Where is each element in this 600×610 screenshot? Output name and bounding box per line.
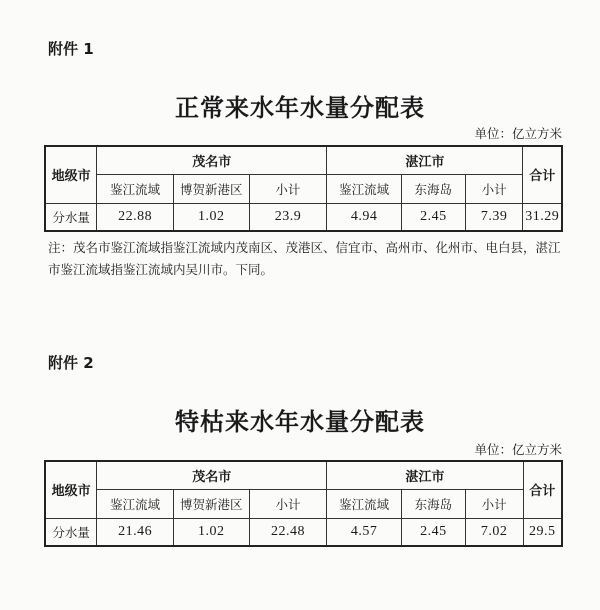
table-row xyxy=(45,518,562,546)
attachment-1-title: 正常来水年水量分配表 xyxy=(175,94,425,122)
col-header: 小计 xyxy=(249,489,327,518)
attachment-1-label: 附件 1 xyxy=(48,40,94,58)
cell-value: 23.9 xyxy=(249,203,327,231)
cell-value: 21.46 xyxy=(97,518,174,546)
col-header: 东海岛 xyxy=(401,489,465,518)
header-maoming: 茂名市 xyxy=(97,461,327,489)
cell-value: 2.45 xyxy=(401,518,465,546)
header-maoming: 茂名市 xyxy=(97,146,327,174)
cell-total: 29.5 xyxy=(523,518,562,546)
attachment-1-unit: 单位：亿立方米 xyxy=(474,126,562,141)
cell-value: 2.45 xyxy=(401,203,465,231)
cell-value: 7.02 xyxy=(465,518,523,546)
col-header: 博贺新港区 xyxy=(173,489,249,518)
col-header: 小计 xyxy=(465,174,523,203)
col-header: 东海岛 xyxy=(401,174,465,203)
table-row xyxy=(45,203,562,231)
col-header: 小计 xyxy=(249,174,327,203)
cell-value: 7.39 xyxy=(465,203,523,231)
header-total: 合计 xyxy=(523,146,562,203)
cell-value: 22.88 xyxy=(97,203,174,231)
col-header: 小计 xyxy=(465,489,523,518)
header-zhanjiang: 湛江市 xyxy=(327,146,523,174)
attachment-2-label: 附件 2 xyxy=(48,354,94,372)
col-header: 鉴江流域 xyxy=(97,174,174,203)
header-region: 地级市 xyxy=(45,146,97,203)
header-total: 合计 xyxy=(523,461,562,518)
cell-value: 1.02 xyxy=(173,518,249,546)
row-label: 分水量 xyxy=(45,203,97,231)
col-header: 鉴江流域 xyxy=(97,489,174,518)
attachment-1-note: 注：茂名市鉴江流域指鉴江流域内茂南区、茂港区、信宜市、高州市、化州市、电白县，湛江市鉴江流域指鉴江流域内吴川市。下同。 xyxy=(48,240,561,277)
cell-value: 4.94 xyxy=(327,203,402,231)
cell-total: 31.29 xyxy=(523,203,562,231)
header-region: 地级市 xyxy=(45,461,97,518)
attachment-2-title: 特枯来水年水量分配表 xyxy=(175,408,425,436)
attachment-2-table xyxy=(44,460,563,547)
col-header: 鉴江流域 xyxy=(327,489,402,518)
cell-value: 1.02 xyxy=(173,203,249,231)
cell-value: 22.48 xyxy=(249,518,327,546)
row-label: 分水量 xyxy=(45,518,97,546)
attachment-2-unit: 单位：亿立方米 xyxy=(474,442,562,457)
header-zhanjiang: 湛江市 xyxy=(327,461,523,489)
col-header: 鉴江流域 xyxy=(327,174,402,203)
cell-value: 4.57 xyxy=(327,518,402,546)
col-header: 博贺新港区 xyxy=(173,174,249,203)
attachment-1-table xyxy=(44,145,563,232)
